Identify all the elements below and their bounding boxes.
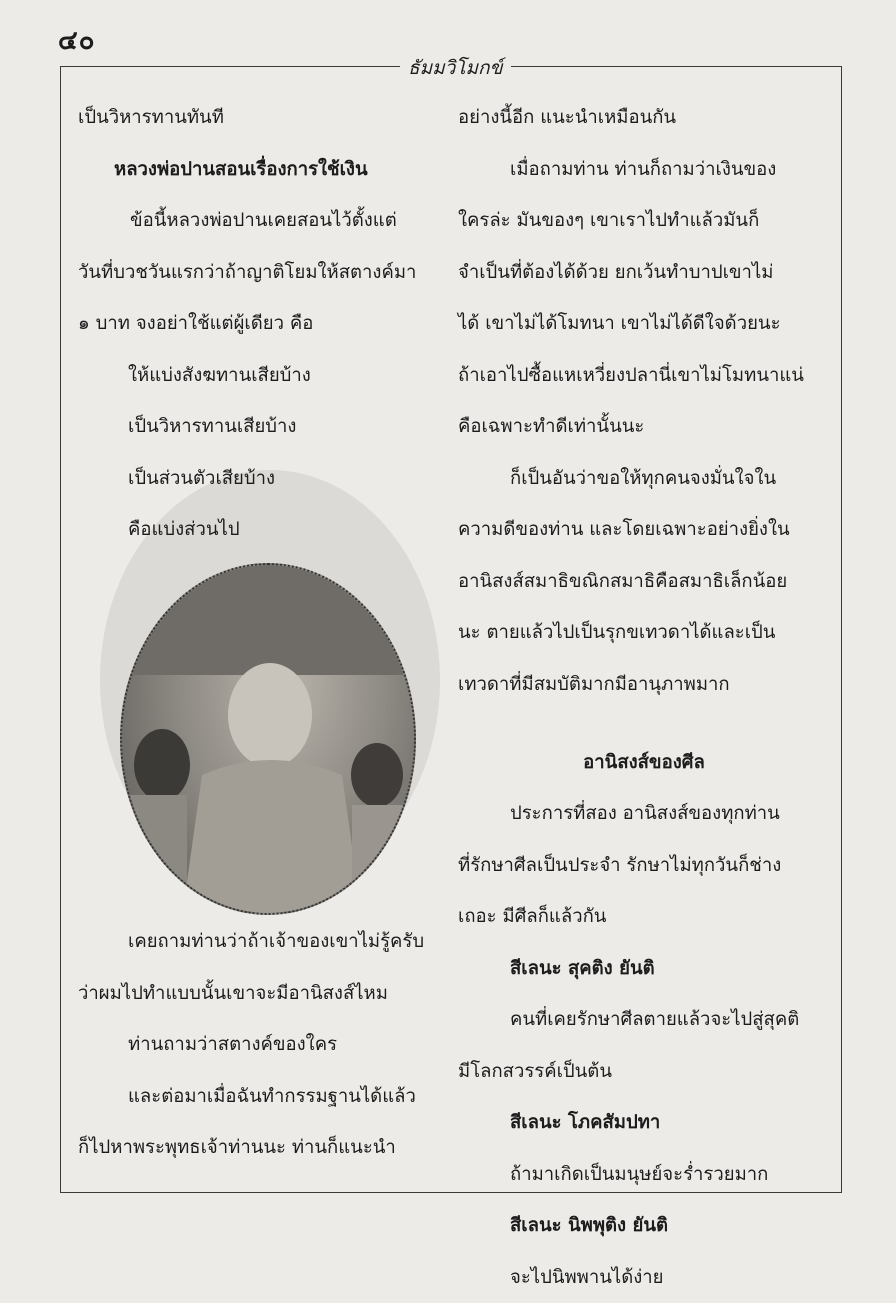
body-line: ถ้ามาเกิดเป็นมนุษย์จะร่ำรวยมาก bbox=[458, 1149, 830, 1201]
pali-verse: สีเลนะ สุคติง ยันติ bbox=[458, 943, 830, 995]
body-line: ท่านถามว่าสตางค์ของใคร bbox=[78, 1019, 438, 1071]
page-number: ๔๐ bbox=[58, 20, 96, 61]
body-line: เทวดาที่มีสมบัติมากมีอานุภาพมาก bbox=[458, 659, 830, 711]
body-line: เมื่อถามท่าน ท่านก็ถามว่าเงินของ bbox=[458, 144, 830, 196]
body-line: เป็นวิหารทานทันที bbox=[78, 92, 438, 144]
monk-illustration bbox=[122, 565, 416, 915]
body-line: นะ ตายแล้วไปเป็นรุกขเทวดาได้และเป็น bbox=[458, 607, 830, 659]
body-line: ว่าผมไปทำแบบนั้นเขาจะมีอานิสงส์ไหม bbox=[78, 968, 438, 1020]
body-line: เถอะ มีศีลก็แล้วกัน bbox=[458, 891, 830, 943]
pali-verse: สีเลนะ โภคสัมปทา bbox=[458, 1097, 830, 1149]
list-item: เป็นส่วนตัวเสียบ้าง bbox=[78, 453, 438, 505]
body-line: ได้ เขาไม่ได้โมทนา เขาไม่ได้ดีใจด้วยนะ bbox=[458, 298, 830, 350]
body-line: จะไปนิพพานได้ง่าย bbox=[458, 1252, 830, 1303]
section-heading: หลวงพ่อปานสอนเรื่องการใช้เงิน bbox=[78, 144, 438, 196]
monk-photo bbox=[120, 563, 416, 915]
left-column bbox=[78, 92, 438, 556]
body-line: ถ้าเอาไปซื้อแหเหวี่ยงปลานี่เขาไม่โมทนาแน่ bbox=[458, 350, 830, 402]
body-line: จำเป็นที่ต้องได้ด้วย ยกเว้นทำบาปเขาไม่ bbox=[458, 247, 830, 299]
list-item: คือแบ่งส่วนไป bbox=[78, 504, 438, 556]
body-line: อย่างนี้อีก แนะนำเหมือนกัน bbox=[458, 92, 830, 144]
pali-verse: สีเลนะ นิพพุติง ยันติ bbox=[458, 1200, 830, 1252]
right-column bbox=[458, 92, 830, 1303]
body-line: คือเฉพาะทำดีเท่านั้นนะ bbox=[458, 401, 830, 453]
body-line: วันที่บวชวันแรกว่าถ้าญาติโยมให้สตางค์มา bbox=[78, 247, 438, 299]
body-line: อานิสงส์สมาธิขณิกสมาธิคือสมาธิเล็กน้อย bbox=[458, 556, 830, 608]
body-line: ความดีของท่าน และโดยเฉพาะอย่างยิ่งใน bbox=[458, 504, 830, 556]
body-line: ที่รักษาศีลเป็นประจำ รักษาไม่ทุกวันก็ช่าง bbox=[458, 840, 830, 892]
section-heading: อานิสงส์ของศีล bbox=[458, 737, 830, 789]
list-item: ให้แบ่งสังฆทานเสียบ้าง bbox=[78, 350, 438, 402]
list-item: เป็นวิหารทานเสียบ้าง bbox=[78, 401, 438, 453]
left-column-after-photo bbox=[78, 916, 438, 1174]
body-line: ประการที่สอง อานิสงส์ของทุกท่าน bbox=[458, 788, 830, 840]
body-line: เคยถามท่านว่าถ้าเจ้าของเขาไม่รู้ครับ bbox=[78, 916, 438, 968]
running-header: ธัมมวิโมกข์ bbox=[400, 53, 511, 83]
body-line: มีโลกสวรรค์เป็นต้น bbox=[458, 1046, 830, 1098]
body-line: และต่อมาเมื่อฉันทำกรรมฐานได้แล้ว bbox=[78, 1071, 438, 1123]
body-line: คนที่เคยรักษาศีลตายแล้วจะไปสู่สุคติ bbox=[458, 994, 830, 1046]
body-line: ข้อนี้หลวงพ่อปานเคยสอนไว้ตั้งแต่ bbox=[78, 195, 438, 247]
body-line: ๑ บาท จงอย่าใช้แต่ผู้เดียว คือ bbox=[78, 298, 438, 350]
body-line: ก็ไปหาพระพุทธเจ้าท่านนะ ท่านก็แนะนำ bbox=[78, 1122, 438, 1174]
body-line: ก็เป็นอันว่าขอให้ทุกคนจงมั่นใจใน bbox=[458, 453, 830, 505]
body-line: ใครล่ะ มันของๆ เขาเราไปทำแล้วมันก็ bbox=[458, 195, 830, 247]
